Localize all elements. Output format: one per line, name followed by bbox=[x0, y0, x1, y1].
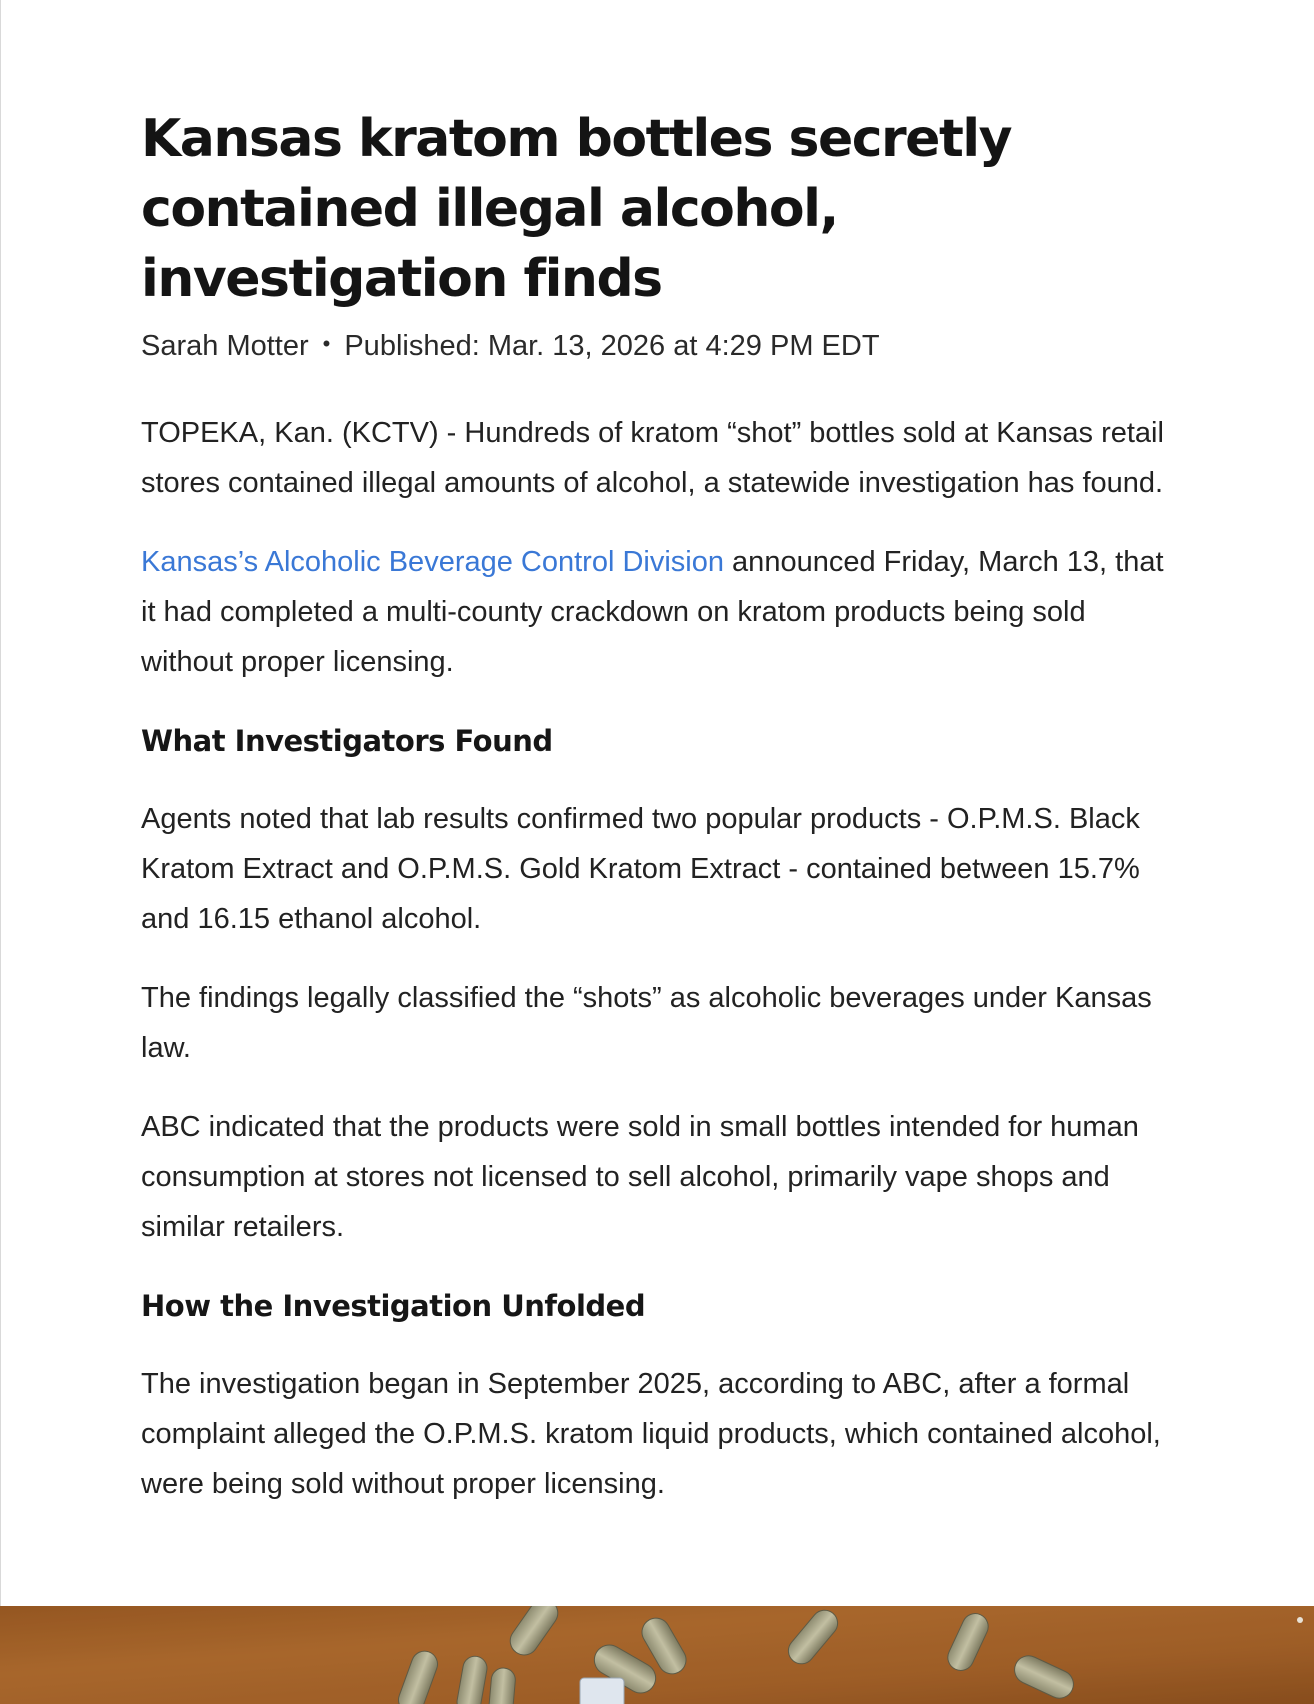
byline-separator: • bbox=[322, 331, 331, 357]
section-heading-investigation: How the Investigation Unfolded bbox=[141, 1289, 646, 1324]
section-heading-findings: What Investigators Found bbox=[141, 724, 553, 759]
article bbox=[141, 104, 1181, 1538]
paragraph-6: The investigation began in September 2025, according to ABC, after a formal complaint alleged the O.P.M.S. kratom liquid products, which contained alcohol, were being sold without proper licensing. bbox=[141, 1368, 1161, 1501]
article-headline: Kansas kratom bottles secretly contained illegal alcohol, investigation finds bbox=[141, 109, 1012, 309]
publish-date: Published: Mar. 13, 2026 at 4:29 PM EDT bbox=[344, 330, 880, 362]
paragraph-4: The findings legally classified the “shots” as alcoholic beverages under Kansas law. bbox=[141, 982, 1152, 1065]
paragraph-5: ABC indicated that the products were sold in small bottles intended for human consumption at stores not licensed to sell alcohol, primarily vape shops and similar retailers. bbox=[141, 1111, 1139, 1244]
byline bbox=[141, 328, 1181, 365]
paragraph-2 bbox=[141, 537, 1181, 687]
article-body bbox=[141, 408, 1181, 1509]
abc-division-link[interactable]: Kansas’s Alcoholic Beverage Control Division bbox=[141, 546, 724, 579]
page-left-border bbox=[0, 0, 1, 1606]
paragraph-2-text: announced Friday, March 13, that it had completed a multi-county crackdown on kratom products being sold without proper licensing. bbox=[141, 546, 1164, 679]
kratom-capsules-photo bbox=[0, 1606, 1314, 1704]
author-name[interactable]: Sarah Motter bbox=[141, 330, 309, 362]
paragraph-3: Agents noted that lab results confirmed two popular products - O.P.M.S. Black Kratom Extract and O.P.M.S. Gold Kratom Extract - contained between 15.7% and 16.15 ethanol alcohol. bbox=[141, 803, 1140, 936]
paragraph-1: TOPEKA, Kan. (KCTV) - Hundreds of kratom “shot” bottles sold at Kansas retail stores contained illegal amounts of alcohol, a statewide investigation has found. bbox=[141, 417, 1164, 500]
